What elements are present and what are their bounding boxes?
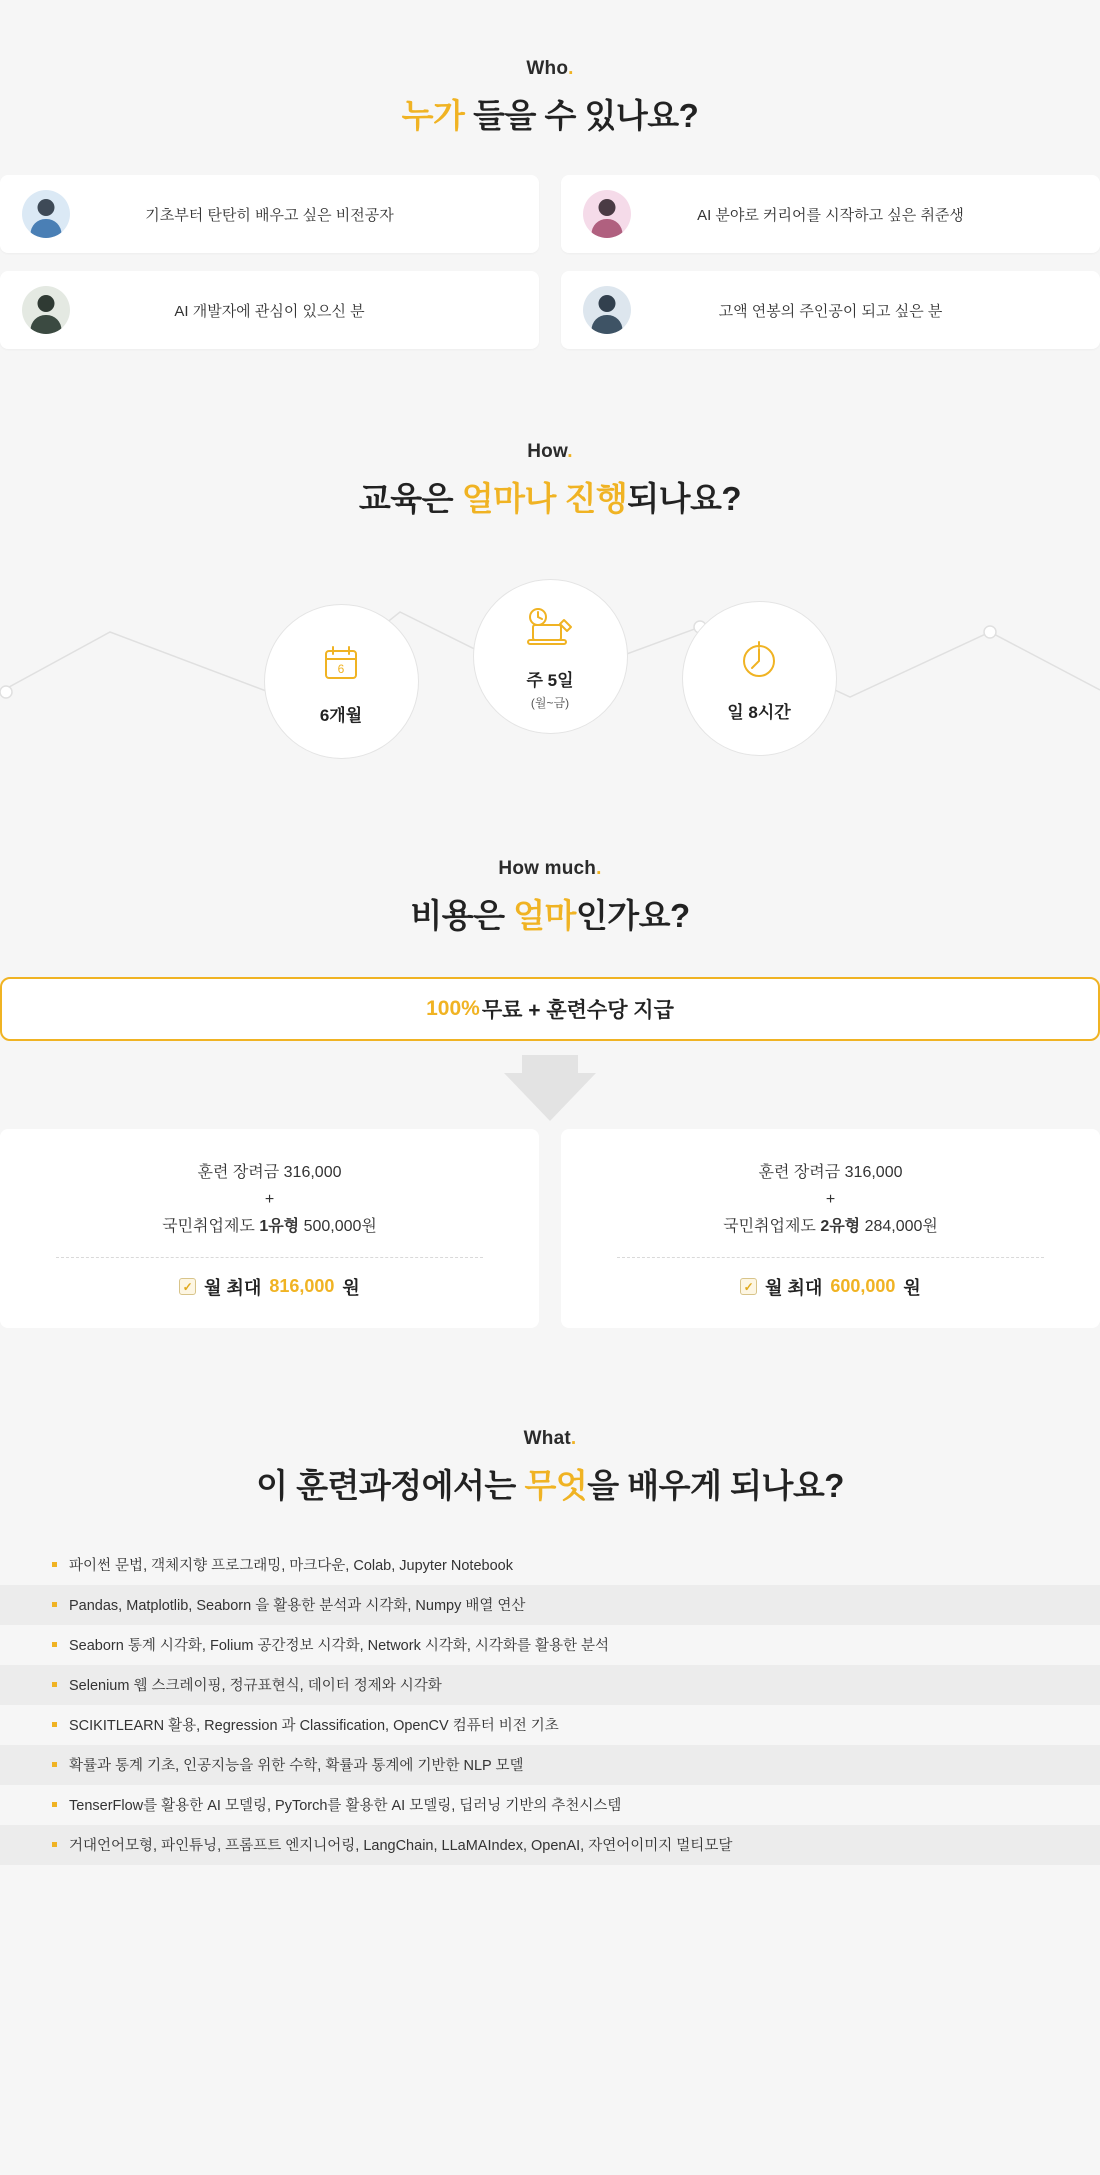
what-headline-post: 을 배우게 되나요? [587, 1466, 844, 1504]
avatar-navy-icon [583, 286, 631, 334]
who-card-label: 기초부터 탄탄히 배우고 싶은 비전공자 [145, 206, 394, 224]
cost-card-total-amount: 600,000 [830, 1276, 896, 1297]
what-headline-pre: 이 훈련과정에서는 [256, 1466, 525, 1504]
cost-card-type2 [561, 1129, 1100, 1328]
checkbox-checked-icon: ✓ [179, 1278, 196, 1295]
cost-card-line2-post: 284,000원 [860, 1218, 938, 1236]
eyebrow-dot-icon: . [567, 441, 573, 462]
bullet-icon [52, 1562, 57, 1567]
curriculum-text: 확률과 통계 기초, 인공지능을 위한 수학, 확률과 통계에 기반한 NLP 모델 [69, 1758, 524, 1775]
cost-card-plus: + [264, 1191, 275, 1209]
eyebrow-dot-icon: . [570, 1427, 577, 1449]
how-item-duration [264, 604, 419, 759]
who-card [561, 271, 1100, 349]
who-eyebrow [0, 58, 1100, 80]
divider [56, 1257, 483, 1258]
cost-card-total-amount: 816,000 [269, 1276, 335, 1297]
list-item [0, 1665, 1100, 1705]
cost-card-line2-type: 2유형 [820, 1218, 861, 1236]
bullet-icon [52, 1722, 57, 1727]
cost-card-total-label: 월 최대 [765, 1277, 823, 1298]
laptop-clock-icon [524, 602, 576, 654]
who-card [0, 271, 539, 349]
bullet-icon [52, 1762, 57, 1767]
cost-card-line1: 훈련 장려금 316,000 [197, 1164, 342, 1181]
cost-card-line2-type: 1유형 [259, 1218, 300, 1236]
who-card-label: AI 분야로 커리어를 시작하고 싶은 취준생 [697, 206, 964, 224]
list-item [0, 1825, 1100, 1865]
avatar-green-icon [22, 286, 70, 334]
cost-headline-pre: 비용은 [410, 897, 514, 934]
cost-headline-highlight: 얼마 [513, 897, 576, 934]
cost-card-type1 [0, 1129, 539, 1328]
who-headline-highlight: 누가 [401, 97, 465, 134]
curriculum-list [0, 1545, 1100, 1865]
how-item-days [473, 579, 628, 734]
section-how [0, 349, 1100, 762]
who-card-label: AI 개발자에 관심이 있으신 분 [174, 302, 365, 320]
divider [617, 1257, 1044, 1258]
how-item-label: 6개월 [319, 705, 363, 725]
cost-free-banner [0, 977, 1100, 1041]
cost-headline [0, 890, 1100, 937]
who-card [561, 175, 1100, 253]
calendar-icon [320, 637, 362, 689]
how-heading [0, 441, 1100, 520]
curriculum-text: Seaborn 통계 시각화, Folium 공간정보 시각화, Network 시각화, 시각화를 활용한 분석 [69, 1638, 610, 1655]
cost-headline-post: 인가요? [575, 897, 690, 934]
curriculum-text: Pandas, Matplotlib, Seaborn 을 활용한 분석과 시각화, Numpy 배열 연산 [69, 1598, 526, 1615]
section-who [0, 0, 1100, 349]
arrow-head-icon [504, 1073, 596, 1121]
avatar-blue-icon [22, 190, 70, 238]
cost-card-total [589, 1274, 1072, 1300]
how-item-label: 주 5일 [526, 670, 574, 690]
eyebrow-dot-icon: . [568, 58, 574, 79]
avatar-pink-icon [583, 190, 631, 238]
how-eyebrow-text: How [527, 441, 568, 462]
section-cost [0, 762, 1100, 1328]
cost-banner-percent: 100% [426, 997, 480, 1020]
cost-card-plus: + [825, 1191, 836, 1209]
curriculum-text: 파이썬 문법, 객체지향 프로그래밍, 마크다운, Colab, Jupyter Notebook [69, 1558, 513, 1575]
bullet-icon [52, 1602, 57, 1607]
who-eyebrow-text: Who [526, 58, 569, 79]
cost-card-total-unit: 원 [903, 1277, 921, 1298]
who-headline [0, 90, 1100, 137]
cost-banner-text: 무료 + 훈련수당 지급 [481, 999, 674, 1022]
how-headline-highlight: 얼마나 진행 [461, 480, 628, 517]
cost-card-line2 [28, 1213, 511, 1240]
arrow-decoration [0, 1041, 1100, 1121]
how-eyebrow [0, 441, 1100, 463]
curriculum-text: SCIKITLEARN 활용, Regression 과 Classification, OpenCV 컴퓨터 비전 기초 [69, 1718, 559, 1735]
cost-card-total-unit: 원 [342, 1277, 360, 1298]
who-heading [0, 58, 1100, 137]
cost-card-total-label: 월 최대 [204, 1277, 262, 1298]
how-circles [0, 572, 1100, 762]
how-headline-pre: 교육은 [358, 480, 462, 517]
who-card [0, 175, 539, 253]
section-what [0, 1328, 1100, 1945]
how-item-hours [682, 601, 837, 756]
list-item [0, 1705, 1100, 1745]
what-headline [0, 1460, 1100, 1507]
arrow-stem [522, 1055, 578, 1073]
svg-text:6: 6 [337, 661, 345, 676]
bullet-icon [52, 1842, 57, 1847]
list-item [0, 1625, 1100, 1665]
what-headline-highlight: 무엇 [524, 1466, 588, 1504]
what-eyebrow [0, 1428, 1100, 1450]
what-heading [0, 1428, 1100, 1507]
cost-card-line2-pre: 국민취업제도 [723, 1218, 821, 1236]
how-circle-row [0, 572, 1100, 762]
list-item [0, 1545, 1100, 1585]
bullet-icon [52, 1642, 57, 1647]
cost-card-line2-pre: 국민취업제도 [162, 1218, 260, 1236]
clock-icon [737, 634, 781, 686]
curriculum-text: Selenium 웹 스크레이핑, 정규표현식, 데이터 정제와 시각화 [69, 1678, 442, 1695]
cost-card-line2 [589, 1213, 1072, 1240]
curriculum-text: TenserFlow를 활용한 AI 모델링, PyTorch를 활용한 AI 모델링, 딥러닝 기반의 추천시스템 [69, 1798, 622, 1815]
eyebrow-dot-icon: . [596, 858, 602, 879]
bullet-icon [52, 1682, 57, 1687]
list-item [0, 1785, 1100, 1825]
cost-heading [0, 858, 1100, 937]
how-item-label: 일 8시간 [727, 702, 791, 722]
who-card-label: 고액 연봉의 주인공이 되고 싶은 분 [718, 302, 943, 320]
cost-card-grid [0, 1129, 1100, 1328]
cost-eyebrow-text: How much [498, 858, 597, 879]
cost-card-total [28, 1274, 511, 1300]
cost-card-line1: 훈련 장려금 316,000 [758, 1164, 903, 1181]
cost-eyebrow [0, 858, 1100, 880]
list-item [0, 1745, 1100, 1785]
list-item [0, 1585, 1100, 1625]
how-headline [0, 473, 1100, 520]
how-headline-post: 되나요? [627, 480, 742, 517]
curriculum-text: 거대언어모형, 파인튜닝, 프롬프트 엔지니어링, LangChain, LLaMAIndex, OpenAI, 자연어이미지 멀티모달 [69, 1838, 733, 1855]
bullet-icon [52, 1802, 57, 1807]
cost-card-line2-post: 500,000원 [299, 1218, 377, 1236]
checkbox-checked-icon: ✓ [740, 1278, 757, 1295]
who-card-grid [0, 175, 1100, 349]
what-eyebrow-text: What [523, 1427, 571, 1449]
who-headline-rest: 들을 수 있나요? [464, 97, 699, 134]
how-item-sublabel: (월~금) [530, 695, 570, 710]
